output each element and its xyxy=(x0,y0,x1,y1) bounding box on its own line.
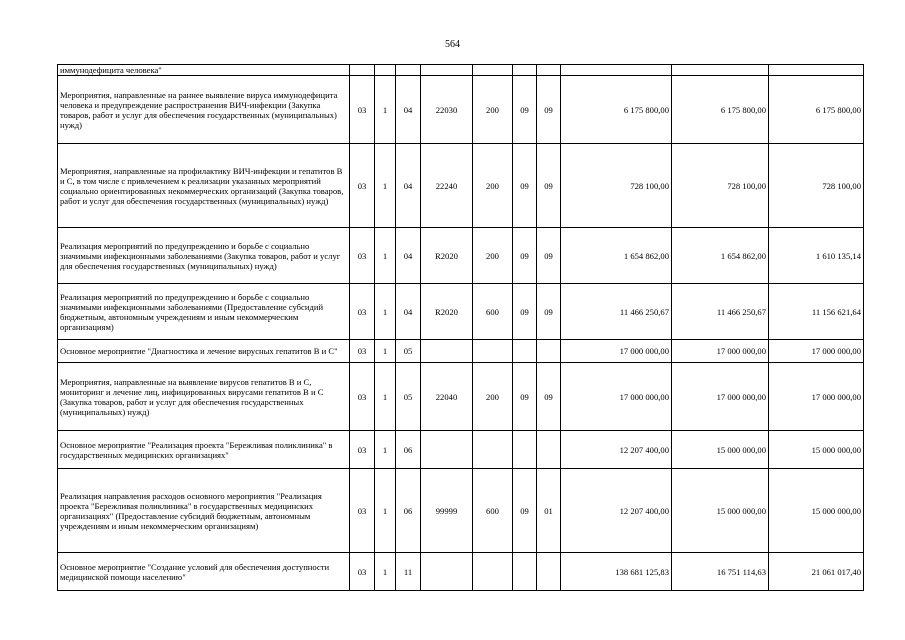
code-main-activity: 04 xyxy=(396,284,421,340)
amount-year-1: 17 000 000,00 xyxy=(561,363,672,431)
code-expense-type: 200 xyxy=(473,76,513,144)
amount-year-2 xyxy=(672,65,769,76)
code-program: 03 xyxy=(350,553,375,591)
code-subsection: 01 xyxy=(537,469,561,553)
code-program: 03 xyxy=(350,284,375,340)
code-direction: 22030 xyxy=(421,76,473,144)
code-direction xyxy=(421,65,473,76)
budget-table xyxy=(57,64,864,591)
code-subsection: 09 xyxy=(537,76,561,144)
table-row xyxy=(58,553,864,591)
code-subsection: 09 xyxy=(537,228,561,284)
amount-year-2: 6 175 800,00 xyxy=(672,76,769,144)
code-subsection xyxy=(537,431,561,469)
code-subprogram: 1 xyxy=(375,469,396,553)
table-row xyxy=(58,431,864,469)
code-section xyxy=(513,553,537,591)
amount-year-1: 17 000 000,00 xyxy=(561,340,672,363)
code-main-activity: 05 xyxy=(396,340,421,363)
code-main-activity: 04 xyxy=(396,228,421,284)
table-row xyxy=(58,76,864,144)
code-program: 03 xyxy=(350,144,375,228)
amount-year-1: 138 681 125,83 xyxy=(561,553,672,591)
amount-year-2: 1 654 862,00 xyxy=(672,228,769,284)
amount-year-1: 728 100,00 xyxy=(561,144,672,228)
code-main-activity: 04 xyxy=(396,144,421,228)
code-expense-type xyxy=(473,340,513,363)
code-expense-type: 600 xyxy=(473,469,513,553)
code-subprogram: 1 xyxy=(375,144,396,228)
code-subprogram: 1 xyxy=(375,340,396,363)
code-program xyxy=(350,65,375,76)
amount-year-3: 1 610 135,14 xyxy=(769,228,864,284)
amount-year-3: 21 061 017,40 xyxy=(769,553,864,591)
row-description: Основное мероприятие "Создание условий для обеспечения доступности медицинской помощи населению" xyxy=(58,553,350,591)
table-row xyxy=(58,469,864,553)
amount-year-3: 17 000 000,00 xyxy=(769,340,864,363)
code-expense-type: 200 xyxy=(473,228,513,284)
amount-year-1: 12 207 400,00 xyxy=(561,469,672,553)
code-subsection: 09 xyxy=(537,144,561,228)
amount-year-1: 6 175 800,00 xyxy=(561,76,672,144)
row-description: Основное мероприятие "Реализация проекта "Бережливая поликлиника" в государственных медицинских организациях" xyxy=(58,431,350,469)
code-direction: R2020 xyxy=(421,284,473,340)
table-row xyxy=(58,144,864,228)
amount-year-3: 15 000 000,00 xyxy=(769,469,864,553)
code-section: 09 xyxy=(513,363,537,431)
code-direction xyxy=(421,553,473,591)
table-row xyxy=(58,340,864,363)
code-program: 03 xyxy=(350,363,375,431)
code-subsection xyxy=(537,553,561,591)
code-main-activity: 04 xyxy=(396,76,421,144)
row-description: Реализация мероприятий по предупреждению и борьбе с социально значимыми инфекционными заболеваниями (Предоставление субсидий бюджетным, автономным учреждениям и иным некоммерческим организациям) xyxy=(58,284,350,340)
code-direction xyxy=(421,340,473,363)
code-expense-type: 600 xyxy=(473,284,513,340)
table-row xyxy=(58,284,864,340)
code-direction: R2020 xyxy=(421,228,473,284)
code-subprogram: 1 xyxy=(375,363,396,431)
code-program: 03 xyxy=(350,431,375,469)
amount-year-1: 12 207 400,00 xyxy=(561,431,672,469)
amount-year-2: 15 000 000,00 xyxy=(672,469,769,553)
row-description: Мероприятия, направленные на раннее выявление вируса иммунодефицита человека и предупреждение распространения ВИЧ-инфекции (Закупка товаров, работ и услуг для обеспечения государственных (муниципальных) нужд) xyxy=(58,76,350,144)
amount-year-2: 11 466 250,67 xyxy=(672,284,769,340)
code-subsection: 09 xyxy=(537,363,561,431)
code-direction: 22040 xyxy=(421,363,473,431)
code-subprogram: 1 xyxy=(375,553,396,591)
code-section xyxy=(513,340,537,363)
code-section: 09 xyxy=(513,228,537,284)
code-program: 03 xyxy=(350,340,375,363)
amount-year-3: 17 000 000,00 xyxy=(769,363,864,431)
code-subsection: 09 xyxy=(537,284,561,340)
code-subprogram: 1 xyxy=(375,228,396,284)
row-description: Реализация направления расходов основного мероприятия "Реализация проекта "Бережливая поликлиника" в государственных медицинских организациях" (Предоставление субсидий бюджетным, автономным учреждениям и иным некоммерческим организациям) xyxy=(58,469,350,553)
amount-year-3: 15 000 000,00 xyxy=(769,431,864,469)
table-row xyxy=(58,228,864,284)
code-section: 09 xyxy=(513,284,537,340)
amount-year-3: 728 100,00 xyxy=(769,144,864,228)
code-program: 03 xyxy=(350,469,375,553)
amount-year-2: 16 751 114,63 xyxy=(672,553,769,591)
code-subsection xyxy=(537,340,561,363)
row-description: Мероприятия, направленные на профилактику ВИЧ-инфекции и гепатитов B и C, в том числе с привлечением к реализации указанных мероприятий социально ориентированных некоммерческих организаций (Закупка товаров, работ и услуг для обеспечения государственных (муниципальных) нужд) xyxy=(58,144,350,228)
code-expense-type xyxy=(473,65,513,76)
code-main-activity: 06 xyxy=(396,469,421,553)
row-description: Основное мероприятие "Диагностика и лечение вирусных гепатитов B и C" xyxy=(58,340,350,363)
code-expense-type xyxy=(473,431,513,469)
code-expense-type: 200 xyxy=(473,363,513,431)
code-direction xyxy=(421,431,473,469)
code-section: 09 xyxy=(513,144,537,228)
code-section: 09 xyxy=(513,469,537,553)
amount-year-3: 11 156 621,64 xyxy=(769,284,864,340)
code-expense-type: 200 xyxy=(473,144,513,228)
amount-year-1: 11 466 250,67 xyxy=(561,284,672,340)
amount-year-1: 1 654 862,00 xyxy=(561,228,672,284)
amount-year-2: 728 100,00 xyxy=(672,144,769,228)
row-description: Реализация мероприятий по предупреждению и борьбе с социально значимыми инфекционными заболеваниями (Закупка товаров, работ и услуг для обеспечения государственных (муниципальных) нужд) xyxy=(58,228,350,284)
code-subprogram: 1 xyxy=(375,76,396,144)
code-section xyxy=(513,431,537,469)
code-section xyxy=(513,65,537,76)
row-description: Мероприятия, направленные на выявление вирусов гепатитов B и C, мониторинг и лечение лиц, инфицированных вирусами гепатитов B и C (Закупка товаров, работ и услуг для обеспечения государственных (муниципальных) нужд) xyxy=(58,363,350,431)
row-description: иммунодефицита человека" xyxy=(58,65,350,76)
code-program: 03 xyxy=(350,76,375,144)
code-main-activity xyxy=(396,65,421,76)
code-subprogram xyxy=(375,65,396,76)
code-subprogram: 1 xyxy=(375,431,396,469)
code-subprogram: 1 xyxy=(375,284,396,340)
code-direction: 22240 xyxy=(421,144,473,228)
table-row xyxy=(58,363,864,431)
table-row xyxy=(58,65,864,76)
code-program: 03 xyxy=(350,228,375,284)
amount-year-3 xyxy=(769,65,864,76)
code-expense-type xyxy=(473,553,513,591)
page-number: 564 xyxy=(445,39,460,50)
amount-year-3: 6 175 800,00 xyxy=(769,76,864,144)
code-subsection xyxy=(537,65,561,76)
code-direction: 99999 xyxy=(421,469,473,553)
code-section: 09 xyxy=(513,76,537,144)
code-main-activity: 06 xyxy=(396,431,421,469)
amount-year-2: 15 000 000,00 xyxy=(672,431,769,469)
code-main-activity: 11 xyxy=(396,553,421,591)
amount-year-2: 17 000 000,00 xyxy=(672,363,769,431)
code-main-activity: 05 xyxy=(396,363,421,431)
amount-year-2: 17 000 000,00 xyxy=(672,340,769,363)
amount-year-1 xyxy=(561,65,672,76)
